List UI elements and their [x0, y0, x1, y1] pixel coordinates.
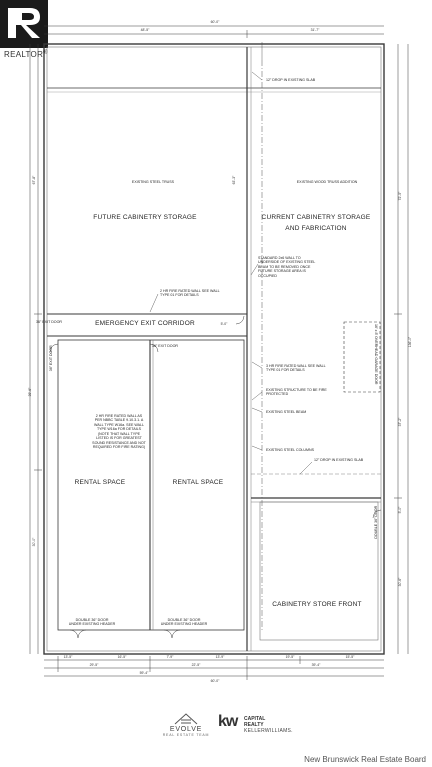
leader-line [252, 446, 262, 450]
room-current-cabinetry-storage: CURRENT CABINETRY STORAGE [261, 214, 371, 221]
kw-capital-realty: CAPITAL REALTY [244, 716, 266, 728]
evolve-logo [160, 712, 212, 746]
dim-bottom-b1: 29'-5" [89, 663, 99, 667]
room-cabinetry-store-front: CABINETRY STORE FRONT [272, 601, 362, 608]
dim-right-total: 136'-0" [408, 336, 412, 348]
room-rental-space-2: RENTAL SPACE [172, 479, 224, 486]
dim-bottom-total: 60'-0" [210, 679, 220, 683]
label-exit-door-corridor: 36" EXIT DOOR [36, 320, 62, 324]
room-emergency-exit-corridor: EMERGENCY EXIT CORRIDOR [95, 320, 195, 327]
dim-bottom-b3: 39'-4" [311, 663, 321, 667]
room-fabrication: AND FABRICATION [285, 225, 347, 232]
note-existing-wood-truss: EXISTING WOOD TRUSS ADDITION [296, 180, 358, 184]
dim-left-upper: 67'-8" [32, 175, 36, 185]
dim-right-mid: 37'-2" [398, 417, 402, 427]
outer-wall [44, 44, 384, 654]
evolve-name: EVOLVE [169, 726, 203, 733]
label-exit-door-rental-1: 36" EXIT DOOR [48, 345, 53, 372]
kw-logo [218, 713, 293, 741]
realtor-wordmark: REALTOR® [4, 50, 48, 59]
evolve-subtitle: REAL ESTATE TEAM [162, 733, 210, 737]
dim-right-small: 5'-0" [398, 506, 402, 514]
note-existing-steel-truss: EXISTING STEEL TRUSS [131, 180, 175, 184]
leader-line [150, 294, 158, 312]
room-future-cabinetry-storage: FUTURE CABINETRY STORAGE [93, 214, 197, 221]
note-fire-wall-right: 3 HR FIRE RATED WALL SEE WALL TYPE 01 FOR DETAILS [266, 364, 326, 373]
note-existing-structure: EXISTING STRUCTURE TO BE FIRE PROTECTED [266, 388, 327, 397]
dim-future-inner: 63'-3" [232, 175, 236, 185]
dim-left-mid: 39'-6" [28, 387, 32, 397]
dim-top-left: 48'-5" [140, 28, 150, 32]
board-credit: New Brunswick Real Estate Board [304, 755, 426, 764]
leader-line [251, 264, 258, 275]
dim-right-lower: 30'-6" [398, 577, 402, 587]
dim-bottom-a2: 16'-5" [117, 655, 127, 659]
outer-wall-inner [47, 47, 381, 651]
leader-line [252, 362, 262, 368]
door-swing [172, 630, 180, 638]
label-double-door-storefront: DOUBLE 36" DOOR [373, 505, 378, 539]
note-drop-in-slab-bottom: 12" DROP IN EXISTING SLAB [314, 458, 364, 462]
label-overhead-garage-door: 16' x 8' OVERHEAD GARAGE DOOR [374, 323, 379, 385]
door-swing [164, 630, 172, 638]
dim-bottom-a1: 13'-5" [63, 655, 73, 659]
note-existing-steel-columns: EXISTING STEEL COLUMNS [266, 448, 314, 452]
label-double-door-rental-2: DOUBLE 36" DOOR UNDER EXISTING HEADER [160, 618, 208, 627]
note-drop-in-slab-top: 12" DROP IN EXISTING SLAB [266, 78, 316, 82]
dim-top-right: 31'-7" [310, 28, 320, 32]
door-swing [78, 630, 86, 638]
note-existing-steel-beam: EXISTING STEEL BEAM [266, 410, 307, 414]
evolve-mark-icon [173, 712, 199, 726]
dim-bottom-a3: 7'-9" [166, 655, 174, 659]
note-2x6-wall: STANDARD 2x6 WALL TO UNDERSIDE OF EXISTING STEEL BEAM TO BE REMOVED ONCE FUTURE STORAGE AREA IS OCCUPIED [258, 256, 316, 278]
door-swing [236, 316, 244, 324]
dim-left-lower: 30'-0" [32, 537, 36, 547]
dim-right-upper: 72'-5" [398, 191, 402, 201]
dim-bottom-a6: 19'-5" [285, 655, 295, 659]
label-double-door-rental-1: DOUBLE 36" DOOR UNDER EXISTING HEADER [68, 618, 116, 627]
leader-line [252, 408, 262, 412]
note-fire-wall-left: 2 HR FIRE RATED WALL SEE WALL TYPE 01 FOR DETAILS [160, 289, 220, 298]
dim-corridor-small: 5'-0" [220, 322, 228, 326]
leader-line [252, 72, 262, 80]
label-exit-door-rental-2: 36" EXIT DOOR [152, 344, 178, 348]
dim-bottom-a4: 22'-5" [191, 663, 201, 667]
room-rental-space-1: RENTAL SPACE [74, 479, 126, 486]
leader-line [300, 462, 312, 474]
dim-bottom-a5: 13'-9" [215, 655, 225, 659]
dim-top-total: 60'-0" [210, 20, 220, 24]
door-swing [70, 630, 78, 638]
dim-bottom-c1: 59'-4" [139, 671, 149, 675]
kw-mark: kw [218, 713, 238, 730]
dim-bottom-a7: 15'-5" [345, 655, 355, 659]
kw-name: KELLERWILLIAMS. [244, 728, 293, 734]
note-nbbc-wall: 2 HR FIRE RATED WALL AS PER NBBC TABLE 9.10.3.1. A WALL TYPE W16a. SEE WALL TYPE W16a FOR DETAILS (NOTE THAT WALL TYPE LISTED IS FOR GREATEST SOUND RESISTANCE AND NOT REQUIRED FOR FIRE RATING) [92, 414, 146, 450]
storefront-inner [260, 502, 378, 640]
leader-line [252, 392, 262, 400]
